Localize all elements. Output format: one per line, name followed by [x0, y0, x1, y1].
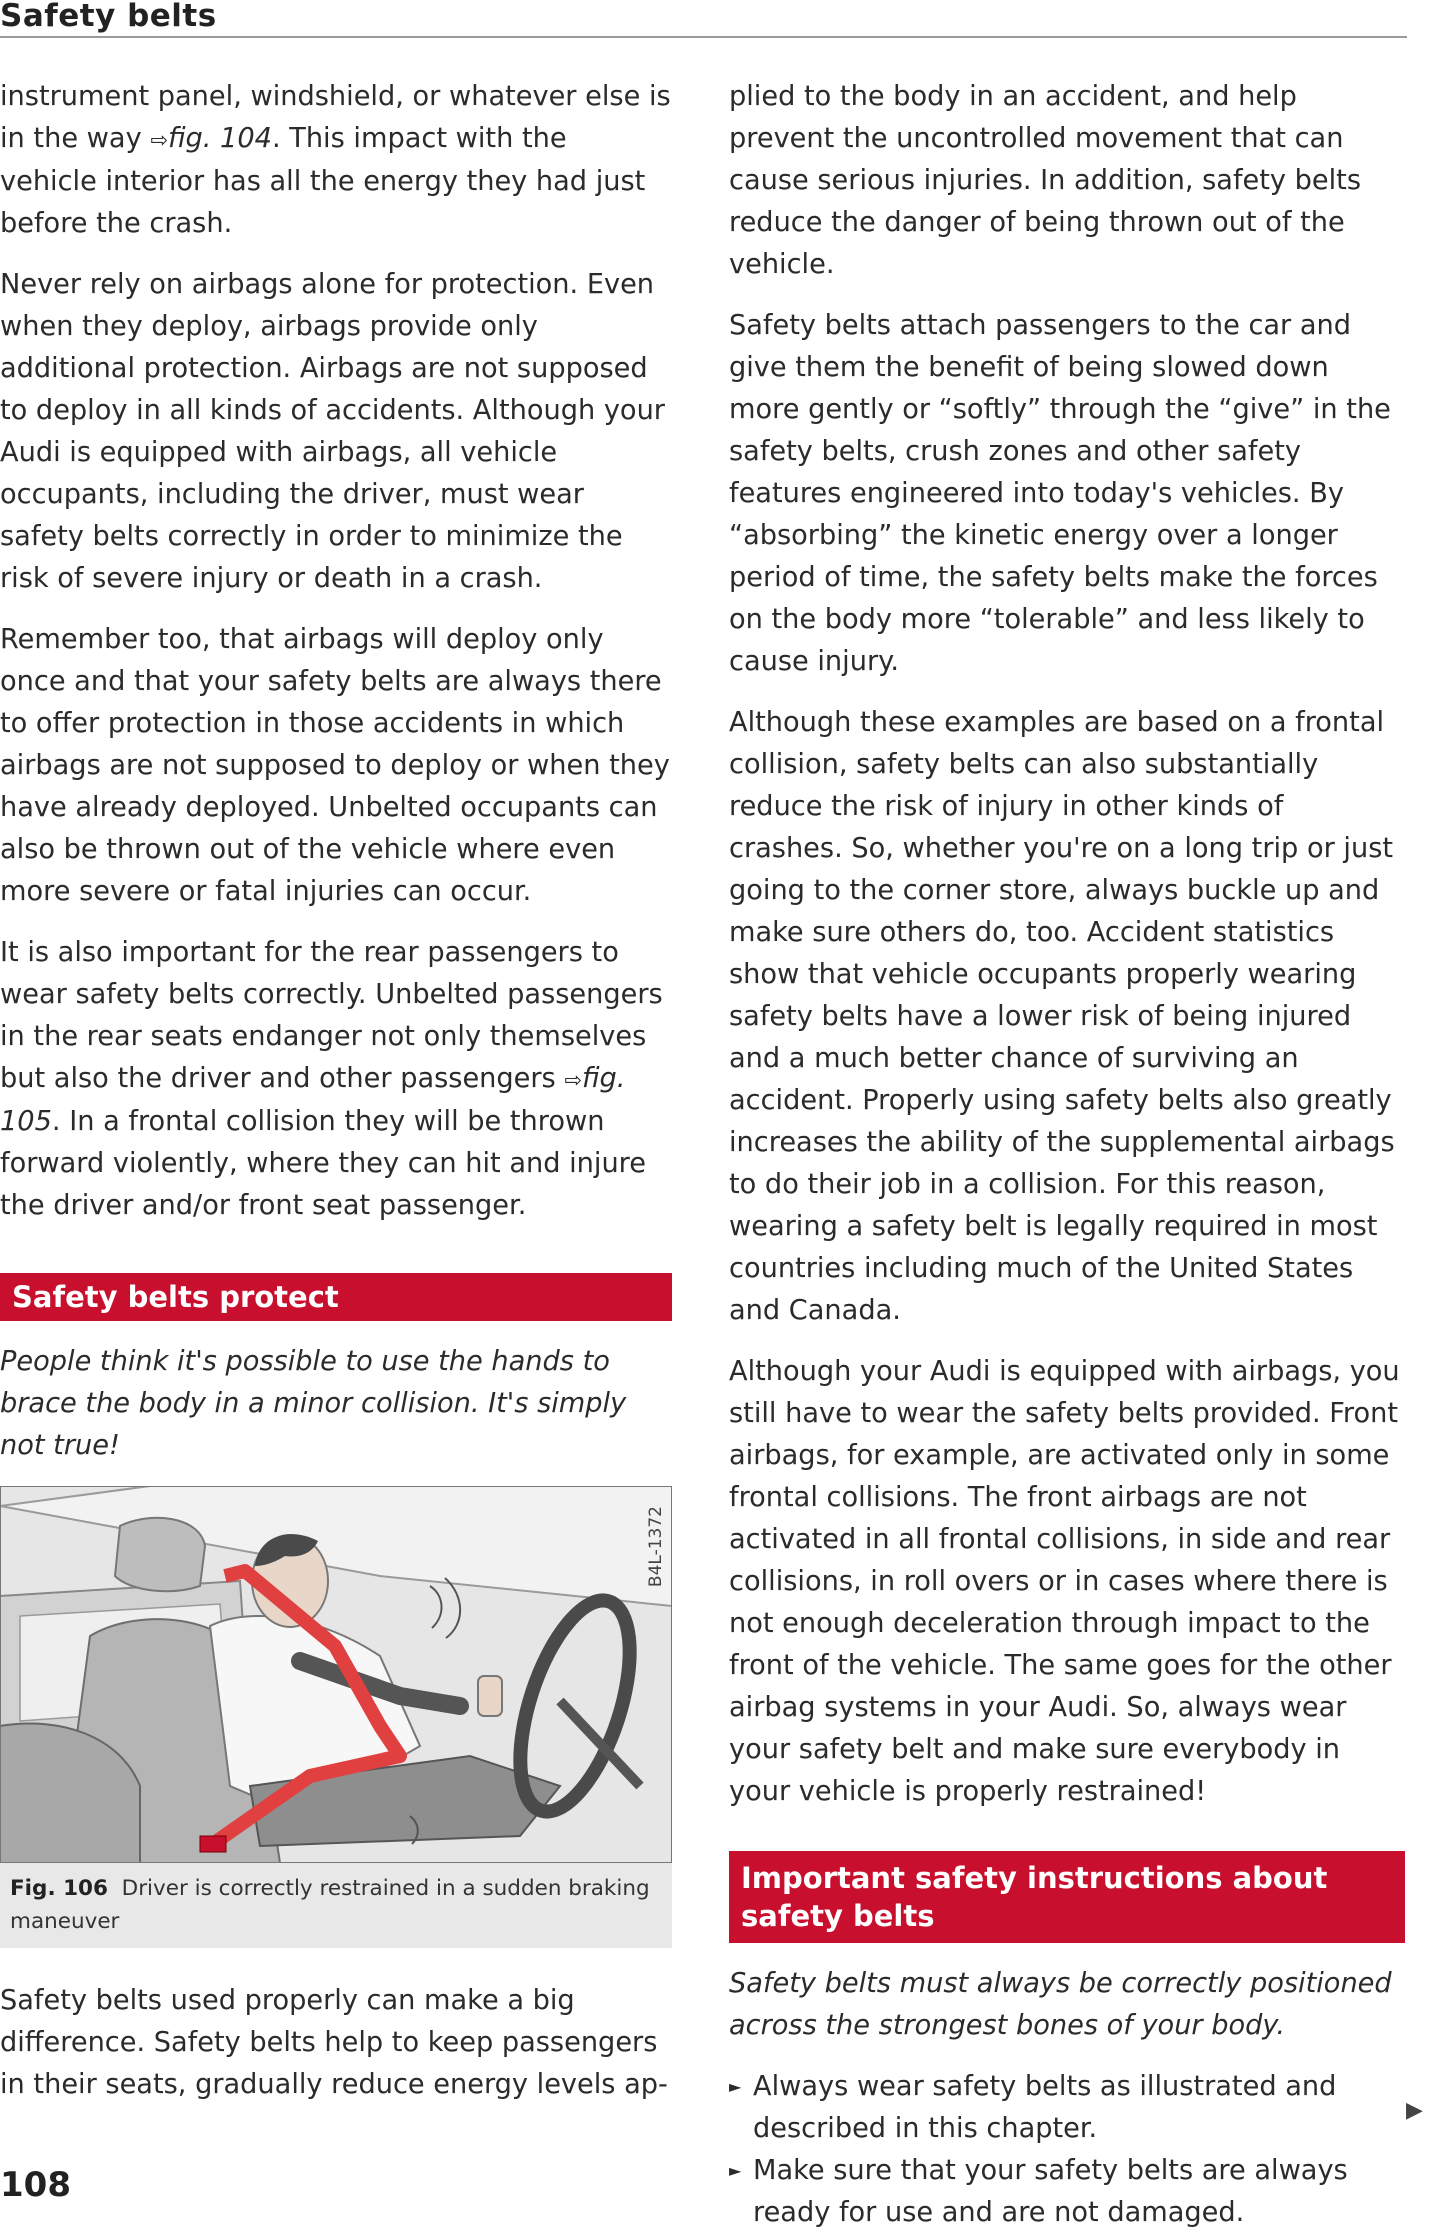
header-divider — [0, 36, 1407, 38]
list-item-text: Always wear safety belts as illustrated and described in this chapter. — [753, 2071, 1337, 2144]
right-paragraph-4: Although your Audi is equipped with airbags, you still have to wear the safety belts provided. Front airbags, for example, are activated only in some frontal collisions. The front airbags are not activated in all frontal collisions, in side and rear collisions, in roll overs or in cases where there is not enough deceleration through impact to the front of the vehicle. The same goes for the other airbag systems in your Audi. So, always wear your safety belt and make sure everybody in your vehicle is properly restrained! — [729, 1356, 1400, 1807]
section-heading-important-safety-instructions: Important safety instructions about safety belts — [729, 1851, 1405, 1943]
section-intro: People think it's possible to use the hands to brace the body in a minor collision. It's simply not true! — [0, 1346, 627, 1461]
bullet-icon: ► — [729, 2161, 742, 2180]
left-paragraph-5: Safety belts used properly can make a big difference. Safety belts help to keep passengers in their seats, gradually reduce energy levels ap- — [0, 1985, 668, 2100]
right-column — [729, 76, 1405, 2234]
left-paragraph-4 — [0, 932, 672, 1227]
list-item-text: Make sure that your safety belts are always ready for use and are not damaged. — [753, 2155, 1348, 2228]
page-header-title: Safety belts — [0, 0, 217, 34]
list-item — [729, 2150, 1405, 2234]
cross-reference-arrow-icon: ⇨ — [564, 1068, 582, 1092]
left-paragraph-1 — [0, 76, 672, 245]
left-column — [0, 76, 672, 2125]
list-item — [729, 2066, 1405, 2150]
right-paragraph-3: Although these examples are based on a frontal collision, safety belts can also substantially reduce the risk of injury in other kinds of crashes. So, whether you're on a long trip or just going to the corner store, always buckle up and make sure others do, too. Accident statistics show that vehicle occupants properly wearing safety belts have a lower risk of being injured and a much better chance of surviving an accident. Properly using safety belts also greatly increases the ability of the supplemental airbags to do their job in a collision. For this reason, wearing a safety belt is legally required in most countries including much of the United States and Canada. — [729, 707, 1395, 1326]
section-intro: Safety belts must always be correctly positioned across the strongest bones of your body. — [729, 1968, 1392, 2041]
driver-illustration — [0, 1486, 672, 1863]
right-paragraph-2: Safety belts attach passengers to the car and give them the benefit of being slowed down more gently or “softly” through the “give” in the safety belts, crush zones and other safety features engineered into today's vehicles. By “absorbing” the kinetic energy over a longer period of time, the safety belts make the forces on the body more “tolerable” and less likely to cause injury. — [729, 310, 1391, 677]
figure-105-link[interactable]: fig. 105 — [0, 1063, 626, 1137]
right-paragraph-1: plied to the body in an accident, and help prevent the uncontrolled movement that can cause serious injuries. In addition, safety belts reduce the danger of being thrown out of the vehicle. — [729, 81, 1362, 280]
figure-code: B4L-1372 — [646, 1506, 666, 1588]
text: instrument panel, windshield, or whatever else is in the way — [0, 81, 671, 154]
instruction-list — [729, 2066, 1405, 2234]
left-paragraph-2: Never rely on airbags alone for protection. Even when they deploy, airbags provide only additional protection. Airbags are not supposed to deploy in all kinds of accidents. Although your Audi is equipped with airbags, all vehicle occupants, including the driver, must wear safety belts correctly in order to minimize the risk of severe injury or death in a crash. — [0, 269, 665, 594]
text: . This impact with the vehicle interior has all the energy they had just before the crash. — [0, 123, 646, 239]
figure-104-link[interactable]: fig. 104 — [167, 123, 272, 154]
figure-label: Fig. 106 — [10, 1876, 108, 1901]
figure-caption — [0, 1863, 672, 1948]
figure-caption-text: Driver is correctly restrained in a sudden braking maneuver — [10, 1876, 650, 1934]
figure-106 — [0, 1486, 672, 1948]
page-number: 108 — [0, 2165, 71, 2205]
left-paragraph-3: Remember too, that airbags will deploy only once and that your safety belts are always there to offer protection in those accidents in which airbags are not supposed to deploy or when they have already deployed. Unbelted occupants can also be thrown out of the vehicle where even more severe or fatal injuries can occur. — [0, 624, 670, 907]
bullet-icon: ► — [729, 2077, 742, 2096]
continue-arrow-icon: ▶ — [1406, 2098, 1423, 2123]
section-heading-safety-belts-protect: Safety belts protect — [0, 1273, 672, 1321]
text: . In a frontal collision they will be thrown forward violently, where they can hit and injure the driver and/or front seat passenger. — [0, 1106, 646, 1221]
text: It is also important for the rear passengers to wear safety belts correctly. Unbelted passengers in the rear seats endanger not only themselves but also the driver and other passengers — [0, 937, 663, 1094]
cross-reference-arrow-icon: ⇨ — [150, 128, 168, 152]
